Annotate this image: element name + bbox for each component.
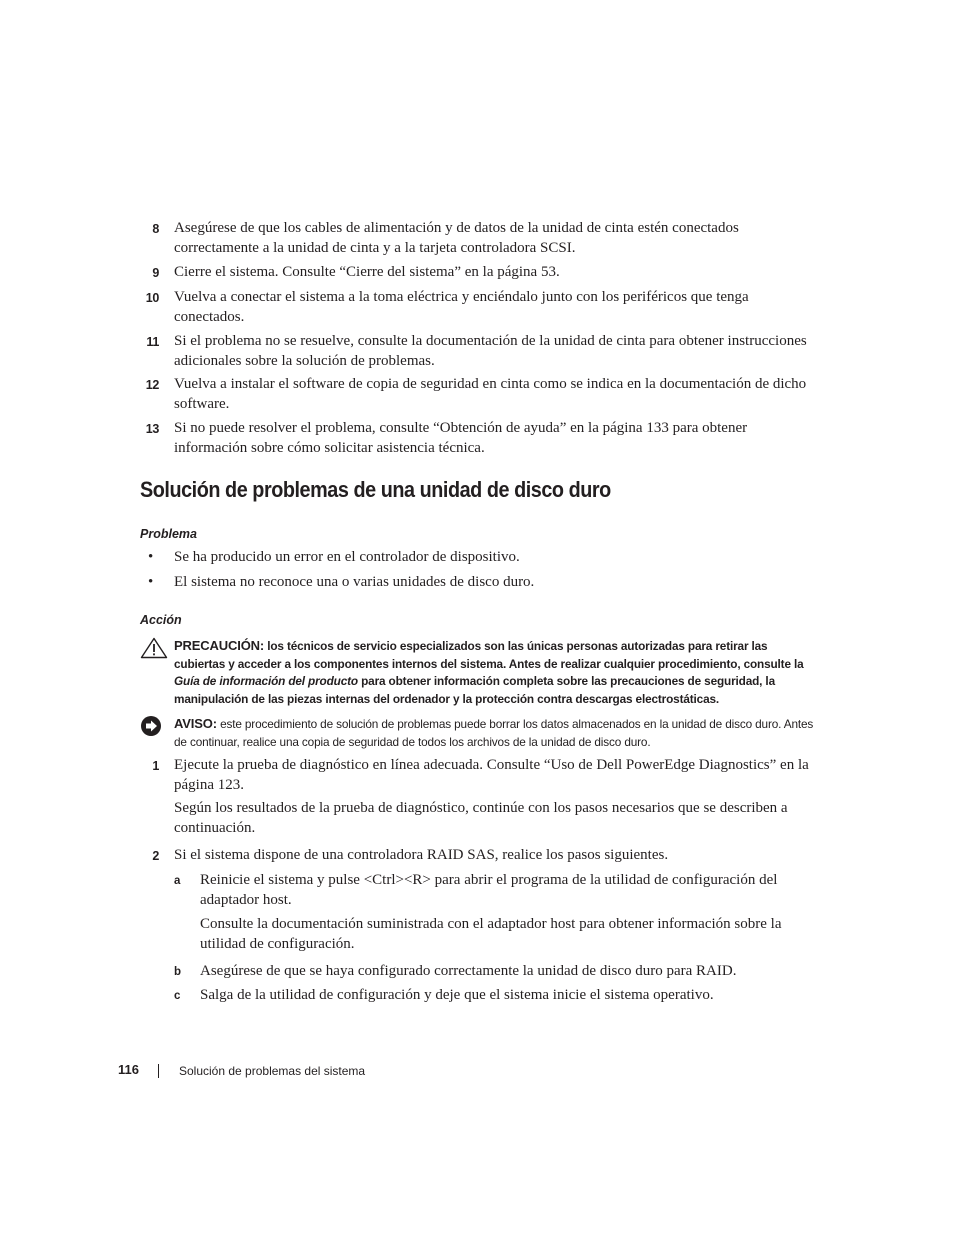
step-text: Si el sistema dispone de una controladora RAID SAS, realice los pasos siguientes. [174,847,669,863]
step-text: Vuelva a conectar el sistema a la toma eléctrica y enciéndalo junto con los periféricos que tenga conectados. [174,289,749,325]
step-number: 8 [152,222,159,236]
caution-body [174,637,820,708]
chapter-title: Solución de problemas del sistema [179,1064,366,1078]
step-text: Cierre el sistema. Consulte “Cierre del sistema” en la página 53. [174,264,560,280]
step-text: Vuelva a instalar el software de copia de seguridad en cinta como se indica en la documentación de dicho software. [174,376,807,412]
substep-letter: a [174,875,181,887]
step-12 [140,375,812,414]
notice-text: este procedimiento de solución de problemas puede borrar los datos almacenados en la unidad de disco duro. Antes de continuar, realice una copia de seguridad de todos los archivos de la unidad de disco duro. [174,717,814,749]
step-10 [140,288,812,327]
substep-text: Asegúrese de que se haya configurado correctamente la unidad de disco duro para RAID. [200,963,737,979]
caution-text-continued: para obtener información completa sobre las precauciones de seguridad, la manipulación de las piezas internas del ordenador y la protección contra descargas electrostáticas. [174,674,775,706]
problem-label: Problema [140,527,197,541]
step-number: 1 [152,759,159,773]
step-2 [140,846,812,866]
substep-text: Salga de la utilidad de configuración y deje que el sistema inicie el sistema operativo. [200,987,714,1003]
bullet-icon: • [148,574,154,590]
caution-note [140,637,820,708]
step-text: Asegúrese de que los cables de alimentación y de datos de la unidad de cinta estén conectados correctamente a la unidad de cinta y a la tarjeta controladora SCSI. [174,220,739,256]
caution-label: PRECAUCIÓN: [174,638,265,653]
notice-label: AVISO: [174,716,217,731]
step-number: 10 [145,291,159,305]
substep-letter: b [174,966,182,978]
step-1-followup: Según los resultados de la prueba de diagnóstico, continúe con los pasos necesarios que se describen a continuación. [174,800,788,836]
substep-b [174,962,814,982]
footer-divider [158,1064,159,1078]
step-8 [140,219,812,258]
caution-text: los técnicos de servicio especializados son las únicas personas autorizadas para retirar las cubiertas y acceder a los componentes internos del sistema. Antes de realizar cualquier procedimiento, consulte la [174,639,804,671]
bullet-text: Se ha producido un error en el controlador de dispositivo. [174,549,520,565]
step-1 [140,756,812,795]
step-number: 13 [145,422,159,436]
substep-c [174,986,814,1006]
problem-bullet [140,573,812,593]
bullet-icon: • [148,549,154,565]
warning-triangle-icon [140,637,168,664]
step-text: Ejecute la prueba de diagnóstico en línea adecuada. Consulte “Uso de Dell PowerEdge Diagnostics” en la página 123. [174,757,809,793]
step-13 [140,419,812,458]
step-number: 9 [152,266,159,280]
step-9 [140,263,812,283]
section-title: Solución de problemas de una unidad de disco duro [140,477,611,502]
notice-arrow-icon [140,715,164,744]
action-label: Acción [140,613,182,627]
step-text: Si el problema no se resuelve, consulte la documentación de la unidad de cinta para obtener instrucciones adicionales sobre la solución de problemas. [174,333,807,369]
notice-body [174,715,820,751]
product-guide-title: Guía de información del producto [174,674,358,688]
step-number: 11 [146,335,159,349]
page-number: 116 [118,1062,139,1077]
notice-note [140,715,820,751]
step-text: Si no puede resolver el problema, consulte “Obtención de ayuda” en la página 133 para obtener información sobre cómo solicitar asistencia técnica. [174,420,748,456]
bullet-text: El sistema no reconoce una o varias unidades de disco duro. [174,574,535,590]
substep-text: Reinicie el sistema y pulse <Ctrl><R> para abrir el programa de la utilidad de configuración del adaptador host. [200,872,778,908]
substep-letter: c [174,990,181,1002]
substep-a [174,871,814,910]
step-11 [140,332,812,371]
problem-bullet [140,548,812,568]
step-number: 12 [145,378,159,392]
step-number: 2 [152,849,159,863]
substep-a-followup: Consulte la documentación suministrada con el adaptador host para obtener información sobre la utilidad de configuración. [200,916,782,952]
